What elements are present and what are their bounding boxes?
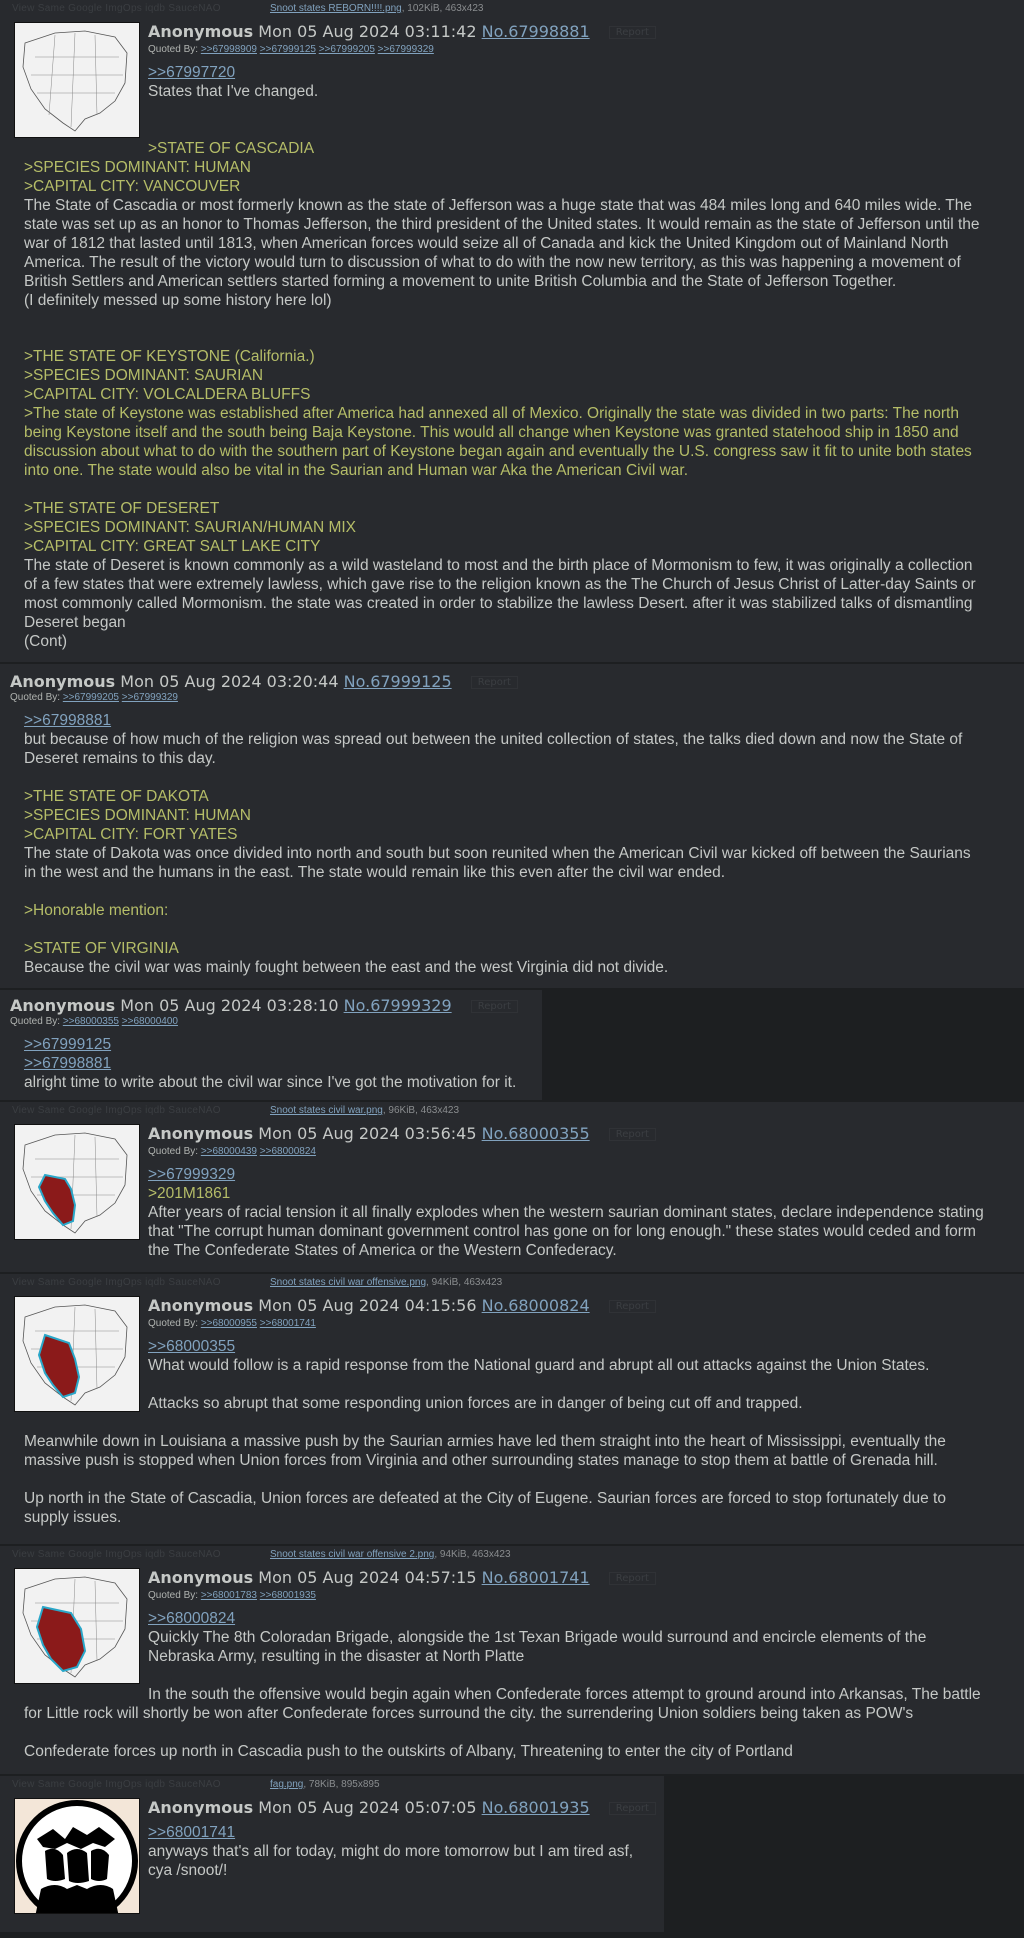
report-button[interactable]: Report bbox=[609, 1300, 656, 1313]
post-header bbox=[148, 1296, 656, 1315]
greentext: >SPECIES DOMINANT: SAURIAN bbox=[24, 367, 264, 384]
post-text: massive push is stopped when Union forces from Virginia and other surrounding states manage to stop them at battle of Grenada hill. bbox=[24, 1452, 938, 1469]
post-text: Quickly The 8th Coloradan Brigade, alongside the 1st Texan Brigade would surround and encircle elements of the bbox=[148, 1629, 927, 1646]
report-button[interactable]: Report bbox=[471, 1000, 518, 1013]
post bbox=[0, 0, 1024, 664]
image-search-links[interactable]: View Same Google ImgOps iqdb SauceNAO bbox=[12, 1549, 221, 1560]
post-header bbox=[148, 1798, 656, 1817]
thumbnail-map[interactable] bbox=[14, 1296, 140, 1412]
quoted-by: Quoted By: >>68000439 >>68000824 bbox=[148, 1146, 316, 1157]
post-text: British Settlers and American settlers started forming a movement to unite British Columbia and the State of Jefferson Together. bbox=[24, 273, 897, 290]
post-text: but because of how much of the religion was spread out between the united collection of states, the talks died down and now the State of bbox=[24, 731, 963, 748]
post bbox=[0, 1274, 1024, 1546]
quoted-by: Quoted By: >>68001783 >>68001935 bbox=[148, 1590, 316, 1601]
image-search-links[interactable]: View Same Google ImgOps iqdb SauceNAO bbox=[12, 3, 221, 14]
file-info: fag.png, 78KiB, 895x895 bbox=[270, 1779, 380, 1790]
post-number[interactable]: No.67999329 bbox=[343, 996, 452, 1015]
file-link[interactable]: Snoot states civil war offensive.png bbox=[270, 1277, 427, 1288]
backlink[interactable]: >>68000824 bbox=[259, 1146, 316, 1157]
post-date: Mon 05 Aug 2024 03:11:42 bbox=[258, 22, 477, 41]
post-text: supply issues. bbox=[24, 1509, 122, 1526]
file-link[interactable]: fag.png bbox=[270, 1779, 304, 1790]
image-search-links[interactable]: View Same Google ImgOps iqdb SauceNAO bbox=[12, 1105, 221, 1116]
post bbox=[0, 1546, 1024, 1776]
backlink[interactable]: >>67999125 bbox=[259, 44, 316, 55]
post-date: Mon 05 Aug 2024 05:07:05 bbox=[258, 1798, 477, 1817]
post-text: In the south the offensive would begin again when Confederate forces attempt to ground around into Arkansas, The battle bbox=[148, 1686, 981, 1703]
post-date: Mon 05 Aug 2024 04:15:56 bbox=[258, 1296, 477, 1315]
quoted-by: Quoted By: >>68000355 >>68000400 bbox=[10, 1016, 178, 1027]
backlink[interactable]: >>67999329 bbox=[121, 692, 178, 703]
post-text: After years of racial tension it all finally explodes when the western saurian dominant states, declare independence stating bbox=[148, 1204, 984, 1221]
post-text: for Little rock will shortly be won after Confederate forces surround the city. the surrendering Union soldiers being taken as POW's bbox=[24, 1705, 914, 1722]
post-text: (I definitely messed up some history here lol) bbox=[24, 292, 332, 309]
file-info: Snoot states REBORN!!!!.png, 102KiB, 463x423 bbox=[270, 3, 484, 14]
report-button[interactable]: Report bbox=[471, 676, 518, 689]
post-text: of a few states that were extremely lawless, which gave rise to the religion known as the The Church of Jesus Christ of Latter-day Saints or bbox=[24, 576, 976, 593]
report-button[interactable]: Report bbox=[609, 1572, 656, 1585]
greentext: being Keystone itself and the south being Baja Keystone. This would all change when Keystone was granted statehood ship in 1850 and bbox=[24, 424, 959, 441]
quote-link[interactable]: >>68001741 bbox=[148, 1824, 236, 1841]
post-text: Confederate forces up north in Cascadia push to the outskirts of Albany, Threatening to enter the city of Portland bbox=[24, 1743, 793, 1760]
file-info: Snoot states civil war.png, 96KiB, 463x423 bbox=[270, 1105, 460, 1116]
greentext: >THE STATE OF KEYSTONE (California.) bbox=[24, 348, 315, 365]
post-text: war of 1812 that lasted until 1813, when American forces would seize all of Canada and kick the United Kingdom out of Mainland North bbox=[24, 235, 949, 252]
post-text: The state of Dakota was once divided into north and south but soon reunited when the American Civil war kicked off between the Saurians bbox=[24, 845, 971, 862]
greentext: >STATE OF CASCADIA bbox=[148, 140, 315, 157]
quote-link[interactable]: >>67998881 bbox=[24, 712, 112, 729]
thumbnail-image[interactable] bbox=[14, 1798, 140, 1914]
greentext: >SPECIES DOMINANT: HUMAN bbox=[24, 159, 251, 176]
post-date: Mon 05 Aug 2024 03:28:10 bbox=[120, 996, 339, 1015]
thumbnail-map[interactable] bbox=[14, 1568, 140, 1684]
post-number[interactable]: No.68001935 bbox=[481, 1798, 590, 1817]
poster-name: Anonymous bbox=[10, 996, 116, 1015]
backlink[interactable]: >>68000400 bbox=[121, 1016, 178, 1027]
post bbox=[0, 1776, 664, 1934]
post-text: alright time to write about the civil war since I've got the motivation for it. bbox=[24, 1074, 517, 1091]
post-number[interactable]: No.68000824 bbox=[481, 1296, 590, 1315]
backlink[interactable]: >>67999329 bbox=[377, 44, 434, 55]
backlink[interactable]: >>68000355 bbox=[62, 1016, 119, 1027]
report-button[interactable]: Report bbox=[609, 1128, 656, 1141]
report-button[interactable]: Report bbox=[609, 1802, 656, 1815]
quote-link[interactable]: >>67997720 bbox=[148, 64, 236, 81]
quote-link[interactable]: >>67998881 bbox=[24, 1055, 112, 1072]
quoted-by: Quoted By: >>68000955 >>68001741 bbox=[148, 1318, 316, 1329]
post-header bbox=[148, 22, 656, 41]
file-info: Snoot states civil war offensive 2.png, 94KiB, 463x423 bbox=[270, 1549, 511, 1560]
post-number[interactable]: No.68000355 bbox=[481, 1124, 590, 1143]
post-header bbox=[148, 1568, 656, 1587]
greentext: >THE STATE OF DAKOTA bbox=[24, 788, 209, 805]
post-text: most commonly called Mormonism. the state was created in order to stabilize the lawless Desert. after it was stabilized talks of dismantling bbox=[24, 595, 973, 612]
quoted-by: Quoted By: >>67999205 >>67999329 bbox=[10, 692, 178, 703]
post-header bbox=[148, 1124, 656, 1143]
greentext: discussion about what to do with the southern part of Keystone began again and eventually the U.S. congress saw it fit to unite both states bbox=[24, 443, 972, 460]
backlink[interactable]: >>67999205 bbox=[318, 44, 375, 55]
post-header bbox=[10, 672, 518, 691]
poster-name: Anonymous bbox=[148, 1798, 254, 1817]
post-text: Meanwhile down in Louisiana a massive push by the Saurian armies have led them straight into the heart of Mississippi, eventually the bbox=[24, 1433, 946, 1450]
greentext: >THE STATE OF DESERET bbox=[24, 500, 220, 517]
quote-link[interactable]: >>67999125 bbox=[24, 1036, 112, 1053]
post-number[interactable]: No.67998881 bbox=[481, 22, 590, 41]
file-link[interactable]: Snoot states civil war.png bbox=[270, 1105, 383, 1116]
thumbnail-map[interactable] bbox=[14, 22, 140, 138]
post-text: cya /snoot/! bbox=[148, 1862, 228, 1879]
backlink[interactable]: >>68000439 bbox=[200, 1146, 257, 1157]
post-text: Attacks so abrupt that some responding union forces are in danger of being cut off and trapped. bbox=[148, 1395, 803, 1412]
backlink[interactable]: >>67999205 bbox=[62, 692, 119, 703]
greentext: >Honorable mention: bbox=[24, 902, 169, 919]
greentext: into one. The state would also be vital in the Saurian and Human war Aka the American Civil war. bbox=[24, 462, 688, 479]
image-search-links[interactable]: View Same Google ImgOps iqdb SauceNAO bbox=[12, 1277, 221, 1288]
post-text: States that I've changed. bbox=[148, 83, 319, 100]
post-date: Mon 05 Aug 2024 04:57:15 bbox=[258, 1568, 477, 1587]
post-text: Deseret remains to this day. bbox=[24, 750, 216, 767]
poster-name: Anonymous bbox=[148, 1296, 254, 1315]
file-info: Snoot states civil war offensive.png, 94KiB, 463x423 bbox=[270, 1277, 503, 1288]
greentext: >CAPITAL CITY: VANCOUVER bbox=[24, 178, 241, 195]
post-text: (Cont) bbox=[24, 633, 68, 650]
quote-link[interactable]: >>68000824 bbox=[148, 1610, 236, 1627]
greentext: >The state of Keystone was established after America had annexed all of Mexico. Originally the state was divided in two parts: The north bbox=[24, 405, 959, 422]
post-number[interactable]: No.68001741 bbox=[481, 1568, 590, 1587]
post-text: that "The corrupt human dominant government control has gone on for long enough." these states would ceded and form bbox=[148, 1223, 976, 1240]
post-header bbox=[10, 996, 518, 1015]
post-text: The State of Cascadia or most formerly known as the state of Jefferson was a huge state that was 484 miles long and 640 miles wide. The bbox=[24, 197, 973, 214]
quoted-by: Quoted By: >>67998909 >>67999125 >>67999205 >>67999329 bbox=[148, 44, 434, 55]
image-search-links[interactable]: View Same Google ImgOps iqdb SauceNAO bbox=[12, 1779, 221, 1790]
post-text: Because the civil war was mainly fought between the east and the west Virginia did not divide. bbox=[24, 959, 669, 976]
post-text: the The Confederate States of America or the Western Confederacy. bbox=[148, 1242, 617, 1259]
report-button[interactable]: Report bbox=[609, 26, 656, 39]
post-date: Mon 05 Aug 2024 03:56:45 bbox=[258, 1124, 477, 1143]
greentext: >CAPITAL CITY: FORT YATES bbox=[24, 826, 238, 843]
greentext: >STATE OF VIRGINIA bbox=[24, 940, 179, 957]
quote-link[interactable]: >>67999329 bbox=[148, 1166, 236, 1183]
post-text: anyways that's all for today, might do more tomorrow but I am tired asf, bbox=[148, 1843, 634, 1860]
post-text: Deseret began bbox=[24, 614, 126, 631]
file-link[interactable]: Snoot states REBORN!!!!.png bbox=[270, 3, 402, 14]
post-number[interactable]: No.67999125 bbox=[343, 672, 452, 691]
post bbox=[0, 664, 1024, 990]
backlink[interactable]: >>68001783 bbox=[200, 1590, 257, 1601]
post bbox=[0, 990, 542, 1102]
post bbox=[0, 1102, 1024, 1274]
post-date: Mon 05 Aug 2024 03:20:44 bbox=[120, 672, 339, 691]
poster-name: Anonymous bbox=[148, 22, 254, 41]
file-link[interactable]: Snoot states civil war offensive 2.png bbox=[270, 1549, 435, 1560]
post-text: The state of Deseret is known commonly as a wild wasteland to most and the birth place of Mormonism to few, it was originally a collection bbox=[24, 557, 973, 574]
thumbnail-map[interactable] bbox=[14, 1124, 140, 1240]
greentext: >SPECIES DOMINANT: SAURIAN/HUMAN MIX bbox=[24, 519, 357, 536]
post-text: in the west and the humans in the east. The state would remain like this even after the civil war ended. bbox=[24, 864, 726, 881]
quote-link[interactable]: >>68000355 bbox=[148, 1338, 236, 1355]
greentext: >201M1861 bbox=[148, 1185, 231, 1202]
greentext: >SPECIES DOMINANT: HUMAN bbox=[24, 807, 251, 824]
backlink[interactable]: >>68000955 bbox=[200, 1318, 257, 1329]
greentext: >CAPITAL CITY: GREAT SALT LAKE CITY bbox=[24, 538, 321, 555]
post-text: state was set up as an honor to Thomas Jefferson, the third president of the United states. It would remain as the state of Jefferson until the bbox=[24, 216, 980, 233]
poster-name: Anonymous bbox=[10, 672, 116, 691]
backlink[interactable]: >>68001935 bbox=[259, 1590, 316, 1601]
backlink[interactable]: >>68001741 bbox=[259, 1318, 316, 1329]
poster-name: Anonymous bbox=[148, 1568, 254, 1587]
backlink[interactable]: >>67998909 bbox=[200, 44, 257, 55]
post-text: What would follow is a rapid response from the National guard and abrupt all out attacks against the Union States. bbox=[148, 1357, 930, 1374]
post-text: Up north in the State of Cascadia, Union forces are defeated at the City of Eugene. Saurian forces are forced to stop fortunately due to bbox=[24, 1490, 946, 1507]
post-text: Nebraska Army, resulting in the disaster at North Platte bbox=[148, 1648, 525, 1665]
greentext: >CAPITAL CITY: VOLCALDERA BLUFFS bbox=[24, 386, 311, 403]
post-text: America. The result of the victory would turn to discussion of what to do with the now new territory, as this was happening a movement of bbox=[24, 254, 961, 271]
poster-name: Anonymous bbox=[148, 1124, 254, 1143]
